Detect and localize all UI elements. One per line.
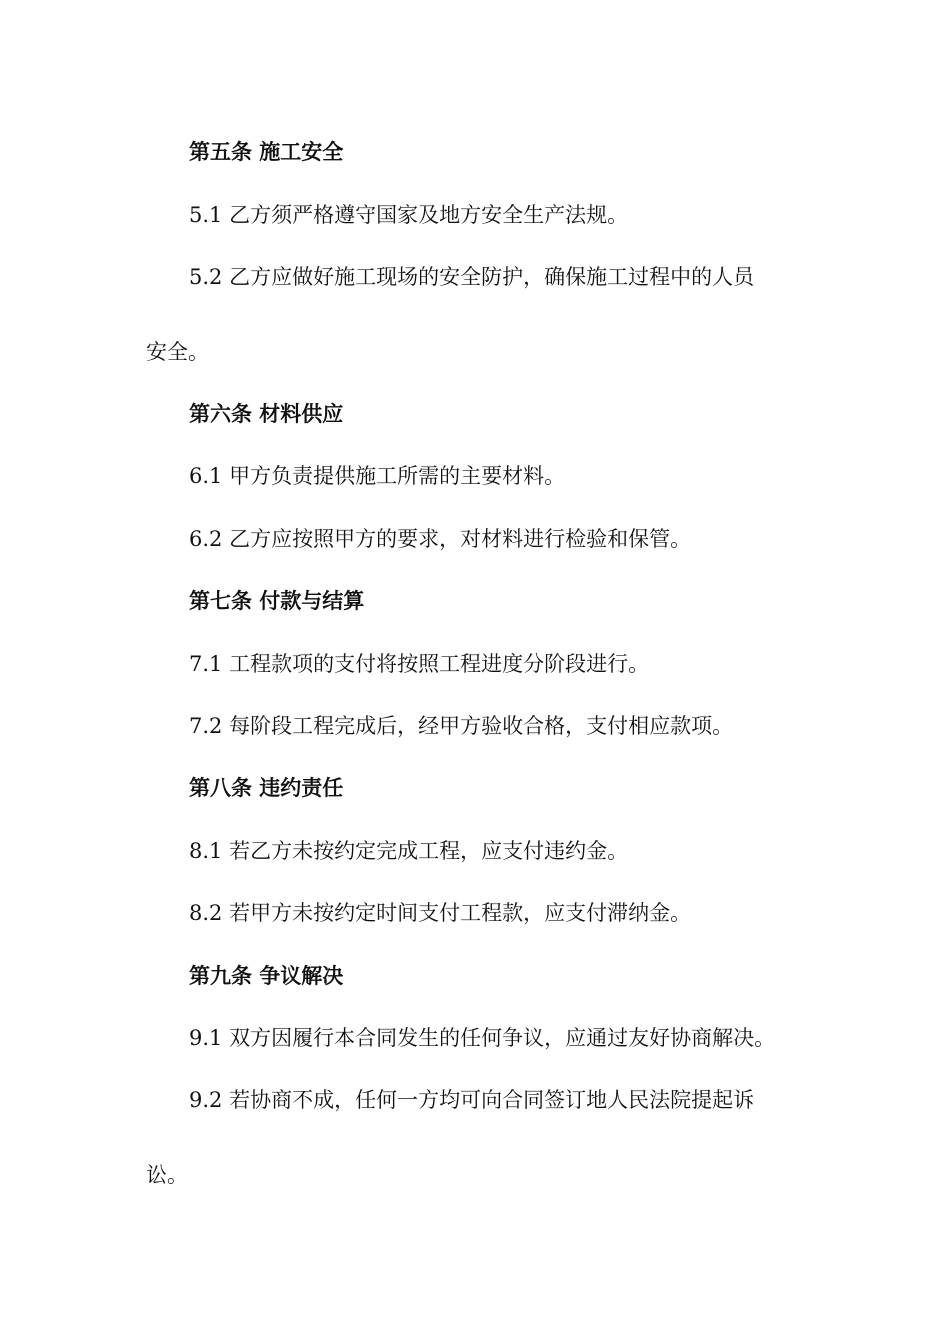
section-heading: 第六条 材料供应 [189,402,344,426]
clause-text: 5.1 乙方须严格遵守国家及地方安全生产法规。 [189,203,629,227]
clause-text: 9.2 若协商不成，任何一方均可向合同签订地人民法院提起诉 [189,1088,755,1112]
clause-text: 6.1 甲方负责提供施工所需的主要材料。 [189,464,566,488]
section-heading: 第九条 争议解决 [189,964,344,988]
clause-text-continuation: 讼。 [146,1163,188,1187]
section-heading: 第八条 违约责任 [189,776,344,800]
section-heading: 第五条 施工安全 [189,140,344,164]
clause-text: 7.1 工程款项的支付将按照工程进度分阶段进行。 [189,652,650,676]
clause-text: 8.1 若乙方未按约定完成工程，应支付违约金。 [189,839,629,863]
clause-text: 5.2 乙方应做好施工现场的安全防护，确保施工过程中的人员 [189,265,755,289]
clause-text: 9.1 双方因履行本合同发生的任何争议，应通过友好协商解决。 [189,1026,776,1050]
clause-text: 8.2 若甲方未按约定时间支付工程款，应支付滞纳金。 [189,901,692,925]
clause-text: 7.2 每阶段工程完成后，经甲方验收合格，支付相应款项。 [189,714,734,738]
clause-text: 6.2 乙方应按照甲方的要求，对材料进行检验和保管。 [189,527,692,551]
section-heading: 第七条 付款与结算 [189,589,365,613]
clause-text-continuation: 安全。 [146,340,209,364]
